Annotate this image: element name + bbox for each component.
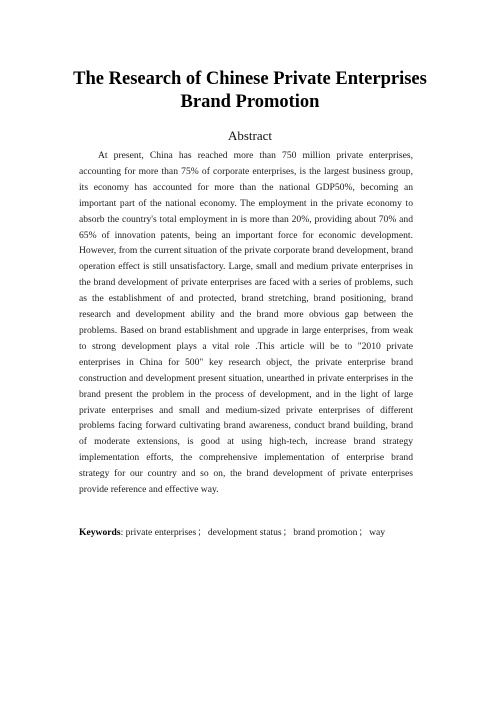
abstract-body: At present, China has reached more than 750 million private enterprises, accounting for more than 75% of corporate enterprises, is the largest business group, its economy has accounted for more than the national GDP50%, becoming an important part of the national economy. The employment in the private economy to absorb the country's total employment in is more than 20%, providing about 70% and 65% of innovation patents, being an important force for economic development. However, from the current situation of the private corporate brand development, brand operation effect is still unsatisfactory. Large, small and medium private enterprises in the brand development of private enterprises are faced with a series of problems, such as the establishment of and protected, brand stretching, brand positioning, brand research and development ability and the brand more obvious gap between the problems. Based on brand establishment and upgrade in large enterprises, from weak to strong development plays a vital role .This article will be to "2010 private enterprises in China for 500" key research object, the private enterprise brand construction and development present situation, unearthed in private enterprises in the brand present the problem in the process of development, and in the light of large private enterprises and small and medium-sized private enterprises of different problems facing forward cultivating brand awareness, conduct brand building, brand of moderate extensions, is good at using high-tech, increase brand strategy implementation efforts, the comprehensive implementation of enterprise brand strategy for our country and so on, the brand development of private enterprises provide reference and effective way. [79, 150, 413, 496]
paper-title-line-2: Brand Promotion [180, 92, 320, 112]
keywords-colon: : [120, 527, 126, 538]
keyword-item: private enterprises [125, 527, 197, 538]
keywords-label: Keywords [79, 527, 121, 538]
keyword-separator: ； [282, 527, 293, 538]
keywords-line [79, 525, 413, 540]
keyword-item: way [369, 527, 386, 538]
paper-title [60, 68, 440, 114]
paper-title-line-1: The Research of Chinese Private Enterprises [73, 69, 427, 89]
abstract-heading: Abstract [227, 128, 273, 143]
keyword-separator: ； [197, 527, 207, 538]
keyword-item: brand promotion [293, 527, 358, 538]
keyword-separator: ； [358, 527, 369, 538]
keyword-item: development status [207, 527, 282, 538]
